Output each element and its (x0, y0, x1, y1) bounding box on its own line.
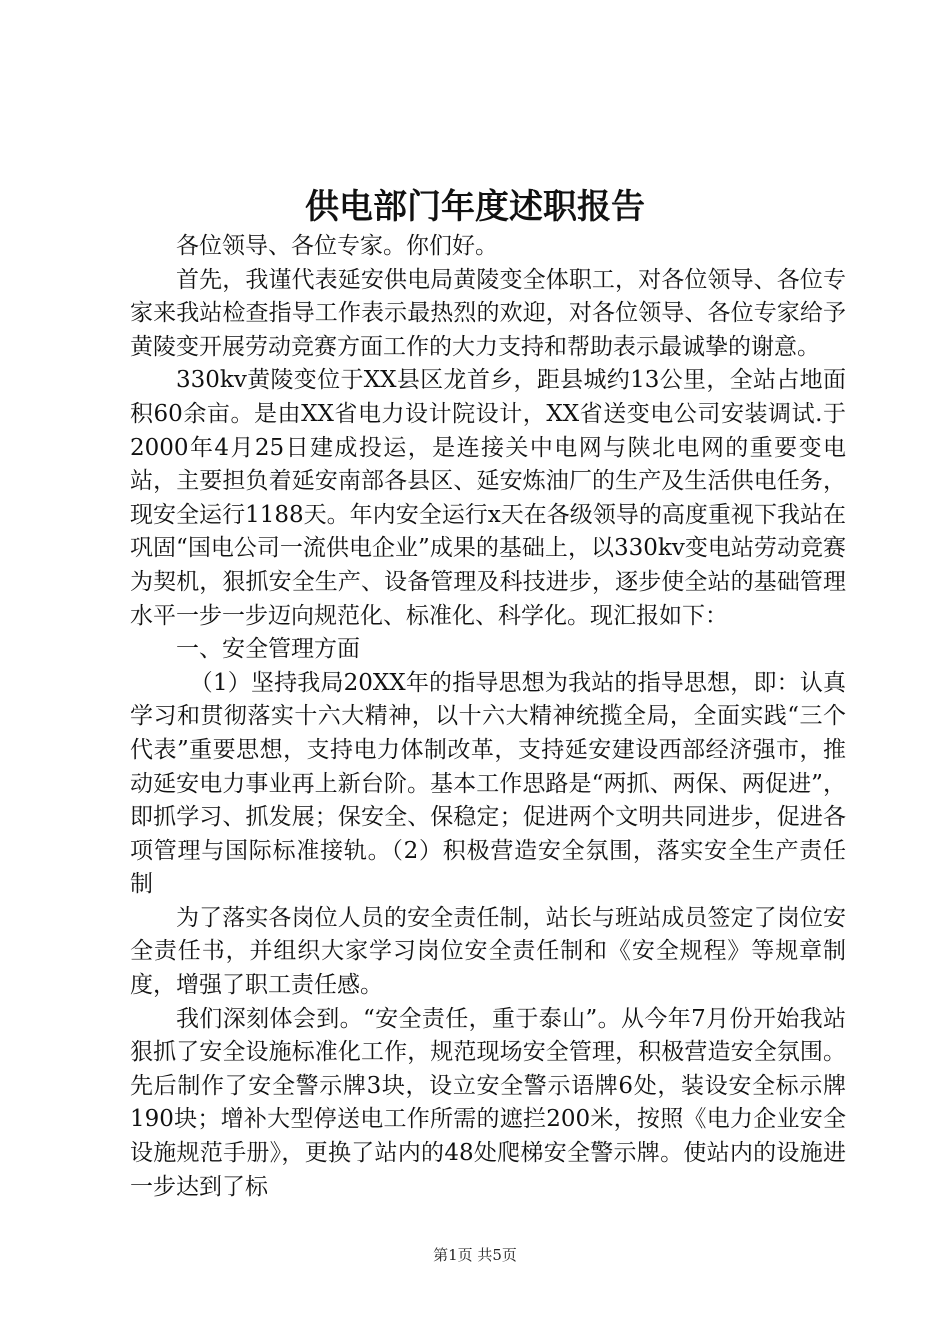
paragraph-safety-facilities: 我们深刻体会到。“安全责任，重于泰山”。从今年7月份开始我站狠抓了安全设施标准化工作，规范现场安全管理，积极营造安全氛围。先后制作了安全警示牌3块，设立安全警示语牌6处，装设安全标示牌190块；增补大型停送电工作所需的遮拦200米，按照《电力企业安全设施规范手册》，更换了站内的48处爬梯安全警示牌。使站内的设施进一步达到了标 (130, 1005, 846, 1200)
paragraph-greeting: 各位领导、各位专家。你们好。 (176, 233, 498, 259)
paragraph-responsibility: 为了落实各岗位人员的安全责任制，站长与班站成员签定了岗位安全责任书，并组织大家学习岗位安全责任制和《安全规程》等规章制度，增强了职工责任感。 (130, 904, 846, 999)
paragraph-welcome: 首先，我谨代表延安供电局黄陵变全体职工，对各位领导、各位专家来我站检查指导工作表示最热烈的欢迎，对各位领导、各位专家给予黄陵变开展劳动竞赛方面工作的大力支持和帮助表示最诚挚的谢意。 (130, 266, 846, 360)
document-body (130, 230, 846, 1204)
document-title: 供电部门年度述职报告 (305, 187, 645, 227)
paragraph-guiding-thought: （1）坚持我局20XX年的指导思想为我站的指导思想，即：认真学习和贯彻落实十六大精神，以十六大精神统揽全局，全面实践“三个代表”重要思想，支持电力体制改革，支持延安建设西部经济强市，推动延安电力事业再上新台阶。基本工作思路是“两抓、两保、两促进”，即抓学习、抓发展；保安全、保稳定；促进两个文明共同进步，促进各项管理与国际标准接轨。（2）积极营造安全氛围，落实安全生产责任制 (130, 669, 846, 898)
page-number-footer: 第1页 共5页 (433, 1246, 517, 1264)
paragraph-station-intro: 330kv黄陵变位于XX县区龙首乡，距县城约13公里，全站占地面积60余亩。是由XX省电力设计院设计，XX省送变电公司安装调试.于2000年4月25日建成投运，是连接关中电网与陕北电网的重要变电站，主要担负着延安南部各县区、延安炼油厂的生产及生活供电任务，现安全运行1188天。年内安全运行x天在各级领导的高度重视下我站在巩固“国电公司一流供电企业”成果的基础上，以330kv变电站劳动竞赛为契机，狠抓安全生产、设备管理及科技进步，逐步使全站的基础管理水平一步一步迈向规范化、标准化、科学化。现汇报如下： (130, 367, 846, 629)
section-heading-safety: 一、安全管理方面 (176, 636, 360, 663)
